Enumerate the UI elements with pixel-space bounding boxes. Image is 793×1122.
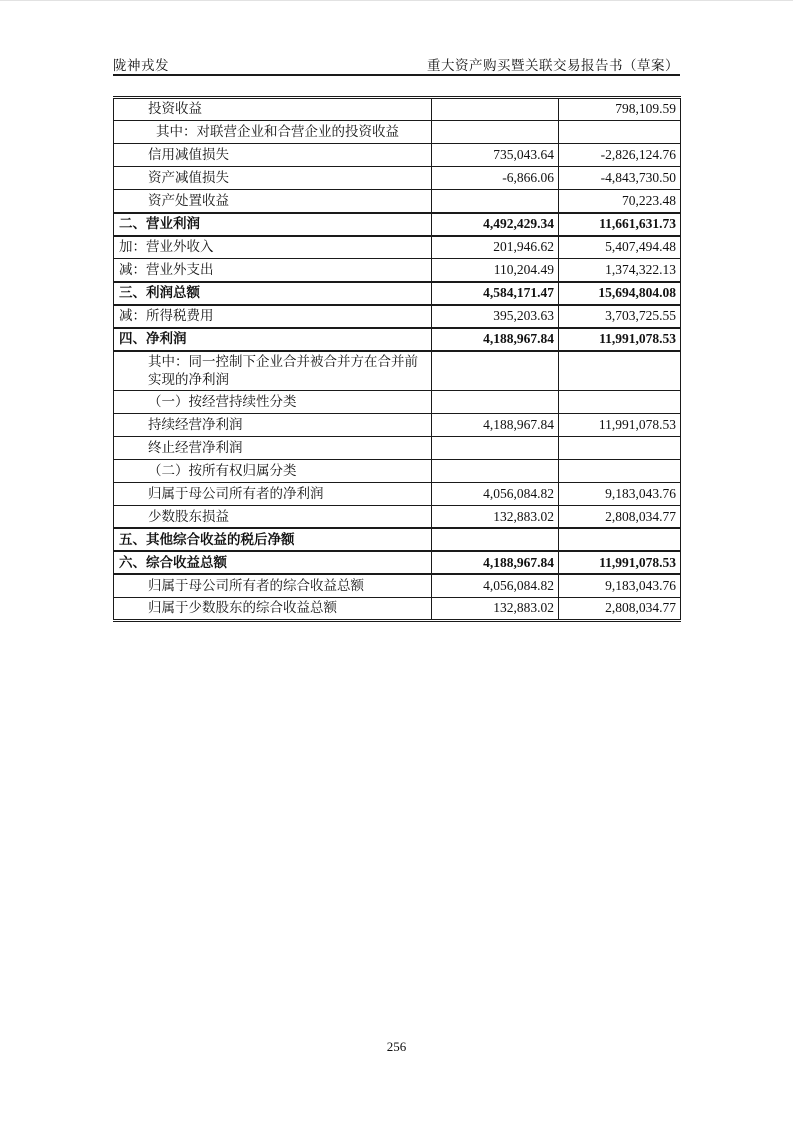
income-statement-table: [113, 96, 680, 622]
table-row: [114, 190, 681, 213]
page-edge-artifact: [0, 0, 793, 1]
row-value-prior-period: [559, 390, 681, 413]
row-value-current-period: [432, 528, 559, 551]
row-item-label: 四、净利润: [114, 328, 432, 351]
row-item-label: 二、营业利润: [114, 213, 432, 236]
row-item-label: 其中：对联营企业和合营企业的投资收益: [114, 121, 432, 144]
table-row: [114, 282, 681, 305]
row-value-current-period: 4,188,967.84: [432, 328, 559, 351]
row-value-current-period: 4,188,967.84: [432, 413, 559, 436]
row-item-label: 持续经营净利润: [114, 413, 432, 436]
row-item-label: 减：所得税费用: [114, 305, 432, 328]
row-value-prior-period: [559, 351, 681, 391]
row-item-label: （二）按所有权归属分类: [114, 459, 432, 482]
row-item-label: 信用减值损失: [114, 144, 432, 167]
row-item-label: 其中：同一控制下企业合并被合并方在合并前实现的净利润: [114, 351, 432, 391]
row-value-prior-period: [559, 459, 681, 482]
row-value-prior-period: 9,183,043.76: [559, 482, 681, 505]
row-value-prior-period: 11,661,631.73: [559, 213, 681, 236]
row-value-current-period: 4,188,967.84: [432, 551, 559, 574]
row-item-label: 归属于母公司所有者的净利润: [114, 482, 432, 505]
page-number: 256: [386, 1039, 407, 1054]
table-row: [114, 413, 681, 436]
row-value-current-period: 4,056,084.82: [432, 574, 559, 597]
row-value-current-period: 4,492,429.34: [432, 213, 559, 236]
table-row: [114, 144, 681, 167]
row-value-prior-period: 1,374,322.13: [559, 259, 681, 282]
row-item-label: 加：营业外收入: [114, 236, 432, 259]
row-value-prior-period: -2,826,124.76: [559, 144, 681, 167]
row-value-prior-period: 70,223.48: [559, 190, 681, 213]
table-row: [114, 390, 681, 413]
row-value-prior-period: -4,843,730.50: [559, 167, 681, 190]
row-item-label: 减：营业外支出: [114, 259, 432, 282]
row-item-label: 资产减值损失: [114, 167, 432, 190]
row-value-current-period: 132,883.02: [432, 597, 559, 620]
row-value-prior-period: 3,703,725.55: [559, 305, 681, 328]
row-item-label: 投资收益: [114, 98, 432, 121]
row-value-prior-period: 5,407,494.48: [559, 236, 681, 259]
table-row: [114, 459, 681, 482]
row-value-prior-period: 2,808,034.77: [559, 505, 681, 528]
row-item-label: 五、其他综合收益的税后净额: [114, 528, 432, 551]
table-row: [114, 551, 681, 574]
row-value-current-period: 201,946.62: [432, 236, 559, 259]
table-row: [114, 436, 681, 459]
row-value-current-period: 735,043.64: [432, 144, 559, 167]
row-value-current-period: -6,866.06: [432, 167, 559, 190]
table-row: [114, 597, 681, 620]
row-value-prior-period: 11,991,078.53: [559, 413, 681, 436]
row-item-label: 终止经营净利润: [114, 436, 432, 459]
row-item-label: 归属于母公司所有者的综合收益总额: [114, 574, 432, 597]
row-value-prior-period: 798,109.59: [559, 98, 681, 121]
row-value-current-period: 4,056,084.82: [432, 482, 559, 505]
row-value-current-period: [432, 121, 559, 144]
row-value-prior-period: [559, 436, 681, 459]
row-item-label: 少数股东损益: [114, 505, 432, 528]
row-item-label: 归属于少数股东的综合收益总额: [114, 597, 432, 620]
table-row: [114, 328, 681, 351]
table-row: [114, 482, 681, 505]
row-value-prior-period: 11,991,078.53: [559, 328, 681, 351]
table-row: [114, 167, 681, 190]
table-row: [114, 351, 681, 391]
row-item-label: 三、利润总额: [114, 282, 432, 305]
row-value-prior-period: 15,694,804.08: [559, 282, 681, 305]
row-value-prior-period: 9,183,043.76: [559, 574, 681, 597]
table-row: [114, 505, 681, 528]
row-value-prior-period: [559, 121, 681, 144]
row-value-current-period: [432, 351, 559, 391]
row-item-label: 资产处置收益: [114, 190, 432, 213]
table-row: [114, 305, 681, 328]
row-value-current-period: 395,203.63: [432, 305, 559, 328]
table-row: [114, 213, 681, 236]
row-value-current-period: 110,204.49: [432, 259, 559, 282]
header-rule: [113, 74, 680, 76]
row-value-current-period: [432, 190, 559, 213]
running-header: [113, 54, 679, 74]
table-row: [114, 98, 681, 121]
table-row: [114, 574, 681, 597]
header-short-title: 陇神戎发: [113, 58, 169, 73]
row-value-prior-period: [559, 528, 681, 551]
row-value-current-period: [432, 98, 559, 121]
table-row: [114, 236, 681, 259]
row-item-label: （一）按经营持续性分类: [114, 390, 432, 413]
table-row: [114, 528, 681, 551]
row-value-current-period: 132,883.02: [432, 505, 559, 528]
row-value-prior-period: 11,991,078.53: [559, 551, 681, 574]
row-value-current-period: 4,584,171.47: [432, 282, 559, 305]
table-row: [114, 121, 681, 144]
row-value-current-period: [432, 459, 559, 482]
row-value-prior-period: 2,808,034.77: [559, 597, 681, 620]
table-row: [114, 259, 681, 282]
header-full-title: 重大资产购买暨关联交易报告书（草案）: [427, 58, 679, 73]
row-item-label: 六、综合收益总额: [114, 551, 432, 574]
row-value-current-period: [432, 390, 559, 413]
row-value-current-period: [432, 436, 559, 459]
